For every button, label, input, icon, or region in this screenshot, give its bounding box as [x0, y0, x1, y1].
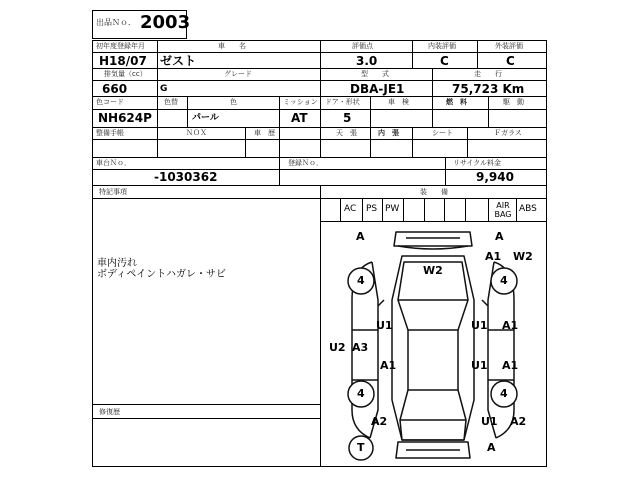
mark-a1-right-door: A1	[502, 319, 519, 332]
maintenance-book-header: 整備手帳	[96, 129, 124, 137]
grade-value: G	[160, 84, 168, 94]
doors-value: 5	[343, 111, 352, 125]
interior-grade-value: C	[440, 54, 449, 68]
registration-number-header: 登録Ｎｏ．	[288, 159, 323, 167]
recycle-fee-header: リサイクル料金	[453, 159, 502, 167]
mark-w2-top-right: W2	[513, 250, 533, 263]
tint-header: 色替	[164, 98, 178, 106]
headliner-header: 天 張	[336, 129, 357, 137]
model-value: DBA-JE1	[350, 82, 405, 96]
transmission-header: ミッション	[283, 98, 318, 106]
displacement-header: 排気量（cc）	[104, 70, 147, 78]
equip-abs: ABS	[519, 204, 537, 214]
car-front-view	[394, 232, 472, 246]
mark-u1-right-rear: U1	[471, 359, 488, 372]
note-line-1: 車内汚れ	[97, 258, 137, 269]
lot-label: 出品Ｎｏ．	[96, 18, 136, 27]
car-name-header: 車 名	[218, 42, 246, 50]
seat-header: シート	[432, 129, 453, 137]
color-header: 色	[230, 98, 237, 106]
mark-u1-right-door: U1	[471, 319, 488, 332]
nox-header: ＮＯＸ	[186, 129, 207, 137]
exterior-grade-header: 外装評価	[495, 42, 523, 50]
tire-rear-right-value: 4	[500, 387, 508, 400]
equip-ps: PS	[366, 204, 378, 214]
reg-year-value: H18/07	[99, 54, 147, 68]
color-code-value: NH624P	[98, 111, 152, 125]
exterior-grade-value: C	[506, 54, 515, 68]
mark-rear-bumper: A	[487, 441, 496, 454]
mark-u1-left-door: U1	[376, 319, 393, 332]
displacement-value: 660	[102, 82, 128, 96]
chassis-number-value: -1030362	[154, 170, 218, 184]
mark-a1-left-rear: A1	[380, 359, 397, 372]
chassis-number-header: 車台Ｎｏ．	[96, 159, 131, 167]
mark-u2: U2	[329, 341, 346, 354]
mark-a1-right-rear: A1	[502, 359, 519, 372]
front-glass-header: Ｆガラス	[494, 129, 522, 137]
mileage-value: 75,723 Km	[452, 82, 525, 96]
repair-history-header: 修復歴	[99, 408, 120, 416]
fuel-header: 燃 料	[446, 98, 467, 106]
transmission-value: AT	[291, 111, 308, 125]
car-name-value: ゼスト	[160, 54, 197, 68]
mark-trunk: T	[357, 441, 365, 454]
color-value: パール	[192, 113, 219, 123]
mileage-header: 走 行	[474, 70, 502, 78]
equip-pw: PW	[385, 204, 400, 214]
note-line-2: ボディペイントハガレ・サビ	[97, 269, 226, 280]
interior-panel-header: 内 張	[378, 129, 399, 137]
doors-header: ドア・形状	[325, 98, 360, 106]
recycle-fee-value: 9,940	[476, 170, 514, 184]
equipment-header: 装 備	[420, 188, 448, 196]
score-header: 評価点	[352, 42, 373, 50]
interior-grade-header: 内装評価	[428, 42, 456, 50]
mark-front-right: A	[495, 230, 504, 243]
lot-number: 2003	[140, 12, 191, 33]
car-body-outline	[392, 256, 474, 440]
mark-a2-rear-right: A2	[510, 415, 527, 428]
tire-front-left-value: 4	[357, 274, 365, 287]
score-value: 3.0	[356, 54, 378, 68]
equip-airbag: AIR BAG	[494, 201, 512, 219]
grade-header: グレード	[224, 70, 252, 78]
mark-front-left: A	[356, 230, 365, 243]
mark-u1-rear: U1	[481, 415, 498, 428]
reg-year-header: 初年度登録年月	[96, 42, 145, 50]
color-code-header: 色コード	[96, 98, 124, 106]
mark-a1-top-right: A1	[485, 250, 502, 263]
mark-windshield: W2	[423, 264, 443, 277]
model-header: 型 式	[361, 70, 389, 78]
inspection-header: 車 検	[388, 98, 409, 106]
tire-rear-left-value: 4	[357, 387, 365, 400]
car-history-header: 車 歴	[254, 129, 275, 137]
tire-front-right-value: 4	[500, 274, 508, 287]
mark-a2-rear-left: A2	[371, 415, 388, 428]
notes-header: 特記事項	[99, 188, 127, 196]
equip-ac: AC	[344, 204, 357, 214]
mark-a3: A3	[352, 341, 369, 354]
drive-header: 駆 動	[503, 98, 524, 106]
